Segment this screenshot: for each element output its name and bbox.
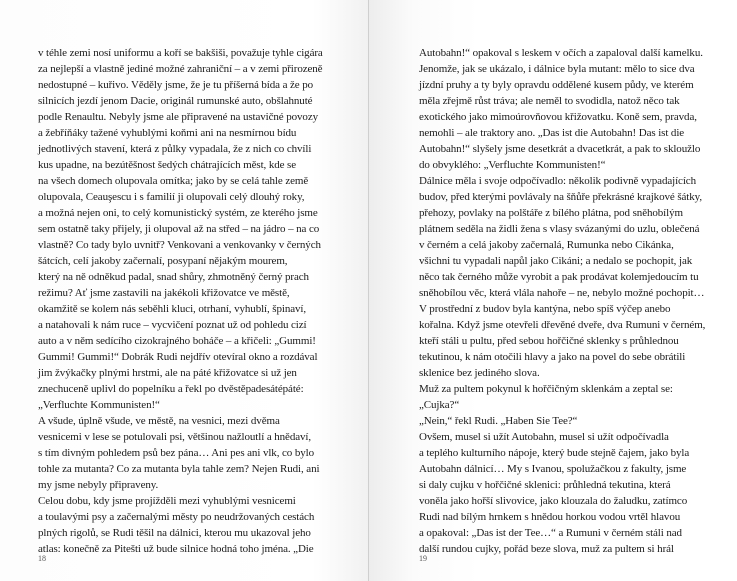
text-line: atlas: konečně za Pitešti už bude silnice hodná toho jména. „Die: [38, 543, 314, 555]
text-line: sněhobílou věc, která vlála nahoře – ne, nebylo možné pochopit…: [419, 287, 705, 299]
text-line: do obvyklého: „Verfluchte Kommunisten!“: [419, 159, 606, 171]
text-line: sem ostatně taky přijely, ji olupoval až na střed – na jádro – na co: [38, 223, 320, 235]
text-line: sklenice bez jediného slova.: [419, 367, 540, 379]
text-line: Autobahn!“ opakoval s leskem v očích a zapaloval další kamelku.: [419, 47, 703, 59]
text-line: vesnicemi v lese se potulovali psi, většinou nažloutlí a hnědaví,: [38, 431, 312, 443]
text-line: Rudi nad bílým hrnkem s hnědou horkou vodou vrtěl hlavou: [419, 511, 681, 523]
text-line: podle Renaultu. Nebyly jsme ale připravené na ustavičné povozy: [38, 111, 319, 123]
text-line: jim žvýkačky plnými hrstmi, ale na páté křižovatce si už jen: [38, 367, 297, 379]
text-line: okamžitě se kolem nás seběhli kluci, otrhaní, vyhublí, špinaví,: [38, 303, 307, 315]
text-line: Autobahn dálnicí… My s Ivanou, spolužačkou z fakulty, jsme: [419, 463, 687, 475]
text-line: olupovala, Ceauşescu i s familií ji olupovali celý dlouhý roky,: [38, 191, 305, 203]
right-page-number: 19: [419, 554, 427, 563]
text-line: „Verfluchte Kommunisten!“: [38, 399, 160, 411]
text-line: „Nein,“ řekl Rudi. „Haben Sie Tee?“: [419, 415, 578, 427]
text-line: v téhle zemi nosí uniformu a koří se bakšiši, považuje tyhle cigára: [38, 47, 323, 59]
text-line: režimu? Ať jsme zastavili na jakékoli křižovatce ve městě,: [38, 287, 290, 299]
text-line: a natahovali k nám ruce – vycvičení poznat už od pohledu cizí: [38, 319, 307, 331]
text-line: kořalna. Když jsme otevřeli dřevěné dveře, dva Rumuni v černém,: [419, 319, 706, 331]
text-line: plátnem seděla na židli žena s vlasy svázanými do uzlu, oblečená: [419, 223, 700, 235]
text-line: nemohli – ale traktory ano. „Das ist die Autobahn! Das ist die: [419, 127, 685, 139]
text-line: všichni tu vypadali napůl jako Cikáni; a nedalo se pochopit, jak: [419, 255, 693, 267]
text-line: auto a v něm sedícího cizokrajného boháče – a křičeli: „Gummi!: [38, 335, 316, 347]
text-line: jednotlivých stavení, která z půlky vypadala, že z nich co chvíli: [38, 143, 312, 155]
right-page-text: [419, 45, 719, 557]
text-line: kteří stáli u pultu, před sebou hořčičné sklenky s průhlednou: [419, 335, 679, 347]
text-line: „Cujka?“: [419, 399, 460, 411]
text-line: Autobahn!“ slyšely jsme desetkrát a dvacetkrát, a pak to skloužlo: [419, 143, 701, 155]
left-page-text: [38, 45, 350, 557]
text-line: a žebříňáky tažené vyhublými koňmi ani na nesmírnou bídu: [38, 127, 297, 139]
text-line: plných rigolů, se Rudi těšil na dálnici, kterou mu ukazoval jeho: [38, 527, 311, 539]
text-line: a opakoval: „Das ist der Tee…“ a Rumuni v černém stáli nad: [419, 527, 682, 539]
text-line: silnicích jezdí jenom Dacie, originál rumunské auto, obšlahnuté: [38, 95, 313, 107]
left-page: [0, 0, 368, 581]
text-line: další rundou cujky, pořád beze slova, muž za pultem si hrál: [419, 543, 674, 555]
text-line: tekutinou, k nám otočili hlavy a jako na povel do sebe obrátili: [419, 351, 686, 363]
text-line: Gummi! Gummi!“ Dobrák Rudi nejdřív otevíral okno a rozdával: [38, 351, 318, 363]
text-line: měla zřejmě růst tráva; ale neměl to svodidla, natož něco tak: [419, 95, 680, 107]
text-line: vlastně? Co tady bylo uvnitř? Venkovani a venkovanky v černých: [38, 239, 321, 251]
right-page: [369, 0, 737, 581]
text-line: a teplého kulturního nápoje, který bude stejně čajem, jako byla: [419, 447, 690, 459]
text-line: a možná nejen oni, to celý komunistický systém, ze kterého jsme: [38, 207, 318, 219]
text-line: Dálnice měla i svoje odpočívadlo: několik podivně vypadajících: [419, 175, 696, 187]
text-line: A všude, úplně všude, ve městě, na vesnici, mezi dvěma: [38, 415, 280, 427]
text-line: a toulavými psy a začernalými městy po neudržovaných cestách: [38, 511, 315, 523]
text-line: V prostřední z budov byla kantýna, nebo spíš výčep anebo: [419, 303, 671, 315]
text-line: na všech domech olupovala omítka; jako by se celá tahle země: [38, 175, 309, 187]
text-line: znechuceně uplivl do popelníku a řekl po dvěstěpadesátépáté:: [38, 383, 304, 395]
text-line: Ovšem, musel si užít Autobahn, musel si užít odpočívadla: [419, 431, 669, 443]
text-line: Jenomže, jak se ukázalo, i dálnice byla mutant: mělo to sice dva: [419, 63, 695, 75]
text-line: šátcích, celí jakoby začernalí, posypaní nějakým mourem,: [38, 255, 288, 267]
text-line: v černém a celá jakoby začernalá, Rumunka nebo Cikánka,: [419, 239, 674, 251]
text-line: nedostupné – kuřivo. Věděly jsme, že je tu příšerná bída a že po: [38, 79, 314, 91]
text-line: exotického jako mimoúrovňovou křižovatku. Koně sem, pravda,: [419, 111, 697, 123]
left-page-number: 18: [38, 554, 46, 563]
text-line: něco tak černého může vyrobit a pak prodávat kolemjedoucím tu: [419, 271, 699, 283]
text-line: Celou dobu, kdy jsme projížděli mezi vyhublými vesnicemi: [38, 495, 296, 507]
text-line: za nejlepší a vlastně jediné možné zahraniční – a v zemi přirozeně: [38, 63, 323, 75]
text-line: tohle za mutanta? Co za mutanta byla tahle zem? Nejen Rudi, ani: [38, 463, 320, 475]
text-line: budov, před kterými povlávaly na šňůře překrásné krajkové šátky,: [419, 191, 702, 203]
text-line: přehozy, povlaky na polštáře z bílého plátna, pod sněhobílým: [419, 207, 683, 219]
text-line: si daly cujku v hořčičné sklenici: průhledná tekutina, která: [419, 479, 671, 491]
text-line: my jsme nebyly připraveny.: [38, 479, 159, 491]
text-line: s tím divným pohledem psů bez pána… Ani pes ani vlk, co bylo: [38, 447, 314, 459]
text-line: Muž za pultem pokynul k hořčičným sklenkám a zeptal se:: [419, 383, 673, 395]
text-line: jízdní pruhy a ty byly opravdu oddělené kusem půdy, ve kterém: [419, 79, 694, 91]
text-line: voněla jako hořší slivovice, jako klouzala do žaludku, zatímco: [419, 495, 688, 507]
text-line: který na ně odněkud padal, snad shůry, zhmotněný černý prach: [38, 271, 309, 283]
text-line: kus upadne, na bezútěšnost šedých chátrajících měst, kde se: [38, 159, 297, 171]
